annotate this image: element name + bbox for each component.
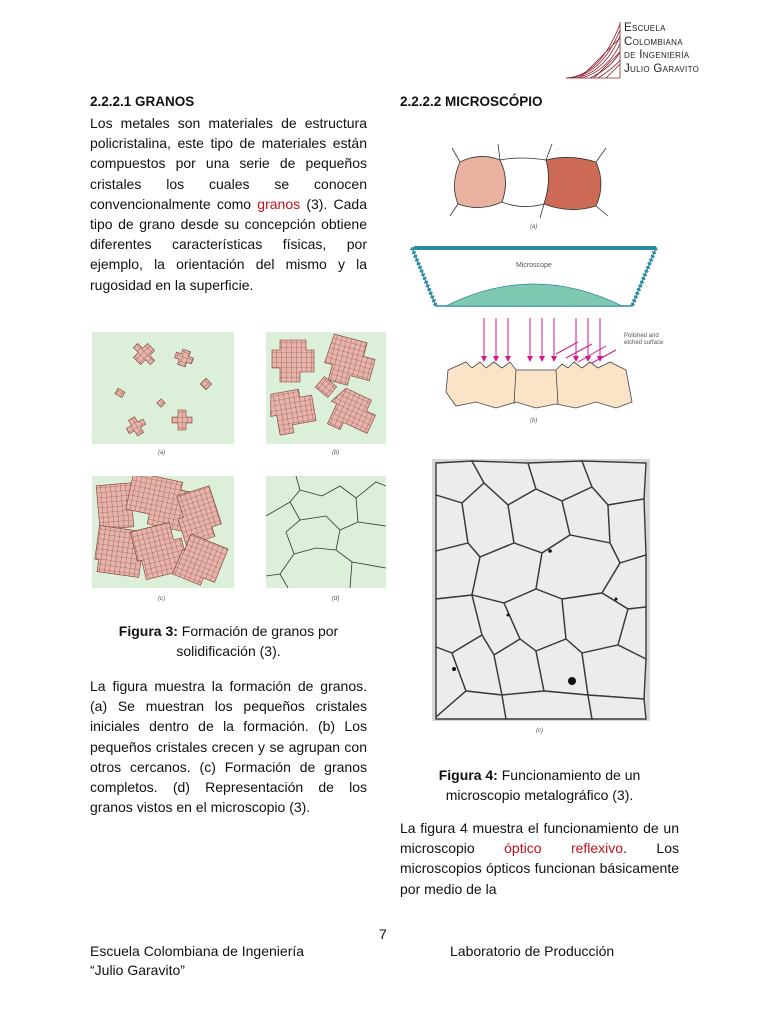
microscope-text-2: . Los microscopios ópticos funcionan básicamente por medio de la [400,840,679,897]
microscope-text-1: La figura 4 muestra el funcionamiento de un microscopio [400,820,679,857]
figure-3b-image [266,332,386,444]
logo-mark-icon [560,18,630,80]
surface-label [624,333,663,347]
figure-4-caption-text: Funcionamiento de un microscopio metalográfico (3). [445,767,641,803]
section-heading-granos: 2.2.2.1 GRANOS [90,94,195,109]
optico-reflexivo-link[interactable]: óptico reflexivo [504,840,624,857]
footer-left [90,942,304,980]
figure-4a-image [440,140,620,220]
footer-institution: Escuela Colombiana de Ingeniería [90,943,305,959]
figure-3d-image [266,476,386,588]
figure-3a-label: (a) [158,450,166,456]
figure-3-description: La figura muestra la formación de granos. (a) Se muestran los pequeños cristales iniciales dentro de la formación. (b) Los pequeños cristales crecen y se agrupan con otros cercanos. (c) Formación de granos completos. (d) Representación de los granos vistos en el microscopio (3). [90,678,367,816]
logo [560,18,720,80]
footer-institution-name: “Julio Garavito” [90,962,185,978]
figure-3c-image [92,476,234,588]
surface-label-line-1: Polished and [624,333,659,339]
granos-text-2: (3). Cada tipo de grano desde su concepción obtiene diferentes características físicas, por ejemplo, la orientación del mismo y la rugosidad en la superficie. [90,195,367,293]
logo-line-1: Escuela [624,22,666,34]
figure-4-caption [400,765,679,805]
microscope-paragraph [400,818,679,899]
logo-line-3: de Ingeniería [624,49,690,61]
page-number: 7 [379,926,387,942]
granos-link[interactable]: granos [257,195,301,212]
figure-3-caption-label: Figura 3: [118,623,178,639]
footer-right: Laboratorio de Producción [450,943,615,959]
section-heading-microscopio: 2.2.2.2 MICROSCÓPIO [400,94,543,109]
figure-3c-label: (c) [158,596,165,602]
figure-3-caption-text: Formación de granos por solidificación (3). [176,623,339,659]
granos-text-1: Los metales son materiales de estructura policristalina, este tipo de materiales están compuestos por una serie de pequeños cristales los cuales se conocen convencionalmente como [90,115,367,212]
figure-3d-label: (d) [332,596,340,602]
figure-3a-image [92,332,234,444]
granos-paragraph [90,113,367,295]
figure-3-caption [90,621,367,661]
figure-3b-label: (b) [332,450,340,456]
surface-label-line-2: etched surface [624,340,664,346]
figure-4-caption-label: Figura 4: [438,767,498,783]
figure-3 [90,330,386,610]
figure-4b-label: (b) [530,418,538,424]
figure-4a-label: (a) [530,224,538,230]
logo-line-2: Colombiana [624,35,683,48]
microscope-label: Microscope [516,262,552,269]
figure-4c-micrograph [432,459,650,721]
figure-4c-label: (c) [536,728,543,734]
logo-line-4: Julio Garavito [624,62,700,75]
